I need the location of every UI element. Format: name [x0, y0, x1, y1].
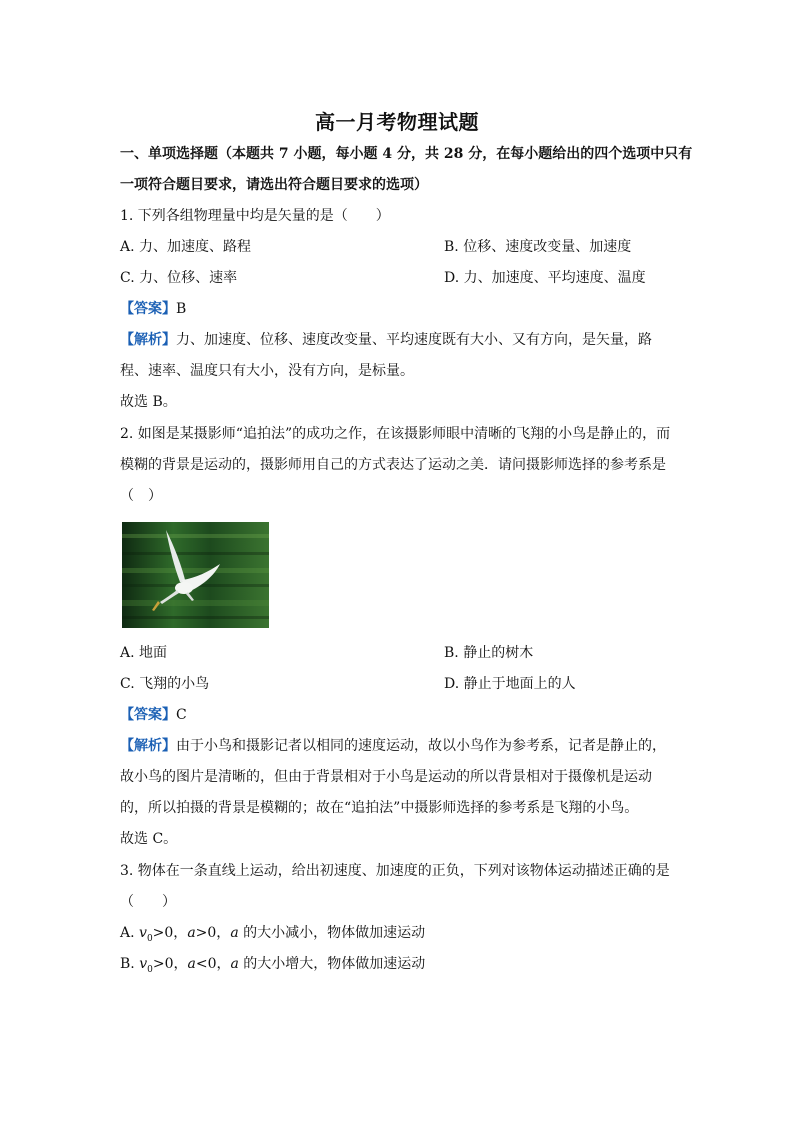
condition-1: >0， [152, 925, 188, 941]
question-1-option-c: C. 力、位移、速率 [120, 270, 238, 286]
answer-value: C [176, 707, 187, 723]
question-2-option-a: A. 地面 [120, 645, 168, 661]
analysis-tag: 【解析】 [120, 738, 176, 754]
analysis-text: 力、加速度、位移、速度改变量、平均速度既有大小、又有方向，是矢量，路 [176, 332, 652, 348]
option-prefix: A. [120, 925, 140, 941]
question-2-stem-line-3: （ ） [120, 488, 162, 504]
velocity-symbol: v [139, 956, 148, 972]
section-heading-line-1: 一、单项选择题（本题共 7 小题，每小题 4 分，共 28 分，在每小题给出的四个选项中只有 [120, 146, 693, 162]
velocity-subscript: 0 [146, 933, 153, 944]
acceleration-symbol: a [187, 956, 196, 972]
question-2-analysis-line-3: 的，所以拍摄的背景是模糊的；故在“追拍法”中摄影师选择的参考系是飞翔的小鸟。 [120, 800, 639, 816]
question-2-option-b: B. 静止的树木 [444, 645, 534, 661]
answer-value: B [176, 301, 187, 317]
question-2-answer [120, 705, 187, 725]
question-1-conclusion: 故选 B。 [120, 394, 177, 410]
page-title: 高一月考物理试题 [315, 110, 479, 134]
question-2-stem-line-2: 模糊的背景是运动的，摄影师用自己的方式表达了运动之美．请问摄影师选择的参考系是 [120, 457, 666, 473]
option-text: 的大小增大，物体做加速运动 [238, 956, 426, 972]
section-heading-line-2: 一项符合题目要求，请选出符合题目要求的选项） [120, 177, 428, 193]
question-1-option-a: A. 力、加速度、路程 [120, 239, 252, 255]
answer-tag: 【答案】 [120, 707, 176, 723]
question-2-analysis-line-1 [120, 736, 666, 756]
question-2-option-c: C. 飞翔的小鸟 [120, 676, 210, 692]
flying-bird-photo [122, 522, 269, 628]
question-3-stem-line-1: 3. 物体在一条直线上运动，给出初速度、加速度的正负，下列对该物体运动描述正确的是 [120, 863, 670, 879]
question-1-option-b: B. 位移、速度改变量、加速度 [444, 239, 632, 255]
velocity-symbol: v [139, 925, 147, 941]
velocity-subscript: 0 [147, 964, 153, 975]
question-2-conclusion: 故选 C。 [120, 831, 178, 847]
acceleration-symbol: a [230, 925, 239, 941]
question-3-stem-line-2: （ ） [120, 894, 176, 910]
question-1-analysis-line-1 [120, 330, 652, 350]
acceleration-symbol: a [230, 956, 239, 972]
condition-1: >0， [152, 956, 188, 972]
bird-image [122, 522, 269, 628]
question-1-option-d: D. 力、加速度、平均速度、温度 [444, 270, 646, 286]
question-3-option-b [120, 954, 425, 980]
question-2-stem-line-1: 2. 如图是某摄影师“追拍法”的成功之作，在该摄影师眼中清晰的飞翔的小鸟是静止的，而 [120, 426, 671, 442]
answer-tag: 【答案】 [120, 301, 176, 317]
question-2-analysis-line-2: 故小鸟的图片是清晰的，但由于背景相对于小鸟是运动的所以背景相对于摄像机是运动 [120, 769, 652, 785]
condition-2: <0， [195, 956, 231, 972]
analysis-text: 由于小鸟和摄影记者以相同的速度运动，故以小鸟作为参考系，记者是静止的， [176, 738, 666, 754]
option-prefix: B. [120, 956, 140, 972]
question-1-analysis-line-2: 程、速率、温度只有大小，没有方向，是标量。 [120, 363, 414, 379]
question-3-option-a [120, 923, 425, 949]
condition-2: >0， [195, 925, 231, 941]
question-1-stem: 1. 下列各组物理量中均是矢量的是（ ） [120, 208, 390, 224]
analysis-tag: 【解析】 [120, 332, 176, 348]
option-text: 的大小减小，物体做加速运动 [238, 925, 426, 941]
question-2-option-d: D. 静止于地面上的人 [444, 676, 576, 692]
acceleration-symbol: a [187, 925, 196, 941]
question-1-answer [120, 299, 186, 319]
